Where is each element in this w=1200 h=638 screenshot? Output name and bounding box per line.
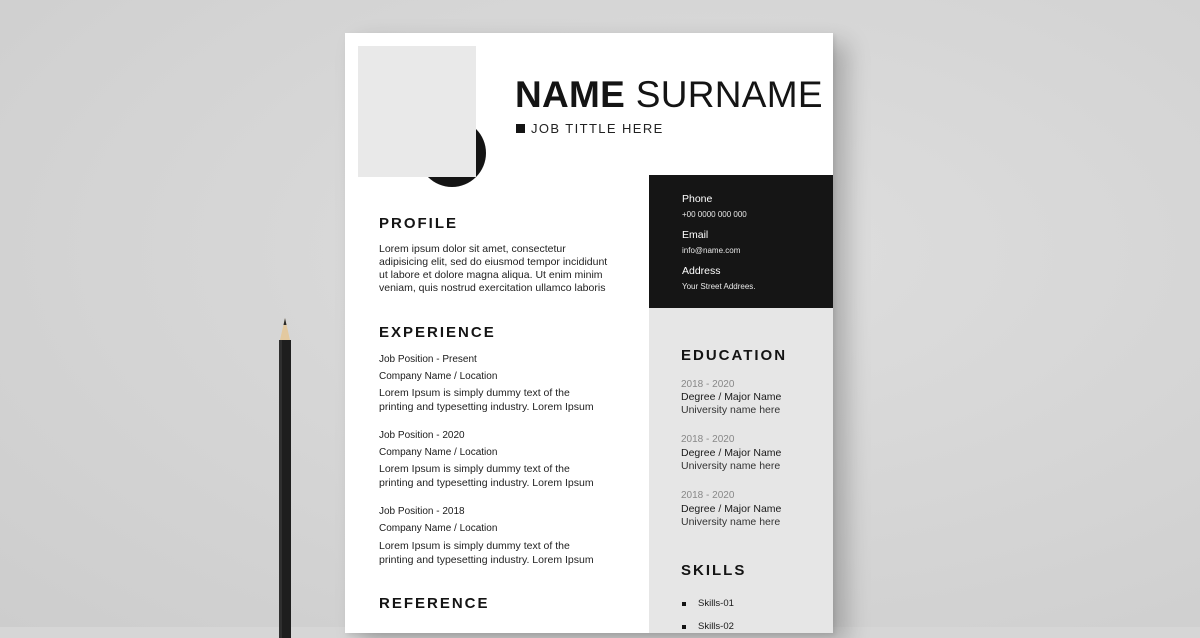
profile-line: veniam, quis nostrud exercitation ullamco laboris xyxy=(379,282,606,294)
education-degree: Degree / Major Name xyxy=(681,447,782,459)
education-heading: EDUCATION xyxy=(681,347,788,364)
reference-heading: REFERENCE xyxy=(379,595,490,612)
experience-desc-line: Lorem Ipsum is simply dummy text of the xyxy=(379,540,570,552)
profile-text xyxy=(379,243,607,295)
experience-position: Job Position - 2018 xyxy=(379,506,465,517)
last-name: SURNAME xyxy=(635,74,823,115)
profile-line: adipisicing elit, sed do eiusmod tempor incididunt xyxy=(379,256,608,268)
skills-heading: SKILLS xyxy=(681,562,747,579)
contact-value: Your Street Addrees. xyxy=(682,282,756,291)
contact-label: Phone xyxy=(682,193,713,205)
pencil-icon xyxy=(274,318,296,638)
profile-heading: PROFILE xyxy=(379,215,459,232)
experience-position: Job Position - Present xyxy=(379,354,477,365)
experience-desc-line: Lorem Ipsum is simply dummy text of the xyxy=(379,463,570,475)
education-degree: Degree / Major Name xyxy=(681,503,782,515)
photo-placeholder xyxy=(358,46,476,177)
experience-desc-line: printing and typesetting industry. Lorem Ipsum xyxy=(379,553,594,566)
square-bullet-icon xyxy=(516,124,525,133)
education-years: 2018 - 2020 xyxy=(681,490,735,501)
education-years: 2018 - 2020 xyxy=(681,379,735,390)
experience-desc-line: Lorem Ipsum is simply dummy text of the xyxy=(379,387,570,399)
experience-position: Job Position - 2020 xyxy=(379,430,465,441)
experience-desc-line: printing and typesetting industry. Lorem Ipsum xyxy=(379,400,594,413)
experience-company: Company Name / Location xyxy=(379,447,498,458)
contact-value: +00 0000 000 000 xyxy=(682,210,747,219)
bullet-icon xyxy=(682,602,686,606)
contact-email xyxy=(682,229,740,255)
job-title-text: JOB TITTLE HERE xyxy=(531,121,664,136)
experience-description xyxy=(379,540,619,567)
contact-panel xyxy=(649,175,833,308)
experience-heading: EXPERIENCE xyxy=(379,324,496,341)
contact-label: Email xyxy=(682,229,709,241)
education-years: 2018 - 2020 xyxy=(681,434,735,445)
skill-label: Skills-02 xyxy=(698,621,734,632)
education-university: University name here xyxy=(681,404,781,416)
profile-line: ut labore et dolore magna aliqua. Ut enim minim xyxy=(379,269,603,281)
first-name: NAME xyxy=(515,74,626,115)
experience-company: Company Name / Location xyxy=(379,523,498,534)
skill-item xyxy=(682,598,734,609)
education-university: University name here xyxy=(681,516,781,528)
experience-description xyxy=(379,387,619,414)
education-university: University name here xyxy=(681,460,781,472)
resume-sheet xyxy=(345,33,833,633)
contact-value: info@name.com xyxy=(682,246,741,255)
education-degree: Degree / Major Name xyxy=(681,391,782,403)
contact-address xyxy=(682,265,756,291)
resume-name xyxy=(515,75,823,115)
job-title xyxy=(516,121,664,136)
contact-label: Address xyxy=(682,265,721,277)
experience-company: Company Name / Location xyxy=(379,371,498,382)
experience-description xyxy=(379,463,619,490)
contact-phone xyxy=(682,193,747,219)
skill-label: Skills-01 xyxy=(698,598,734,609)
experience-desc-line: printing and typesetting industry. Lorem Ipsum xyxy=(379,476,594,489)
profile-line: Lorem ipsum dolor sit amet, consectetur xyxy=(379,243,566,255)
